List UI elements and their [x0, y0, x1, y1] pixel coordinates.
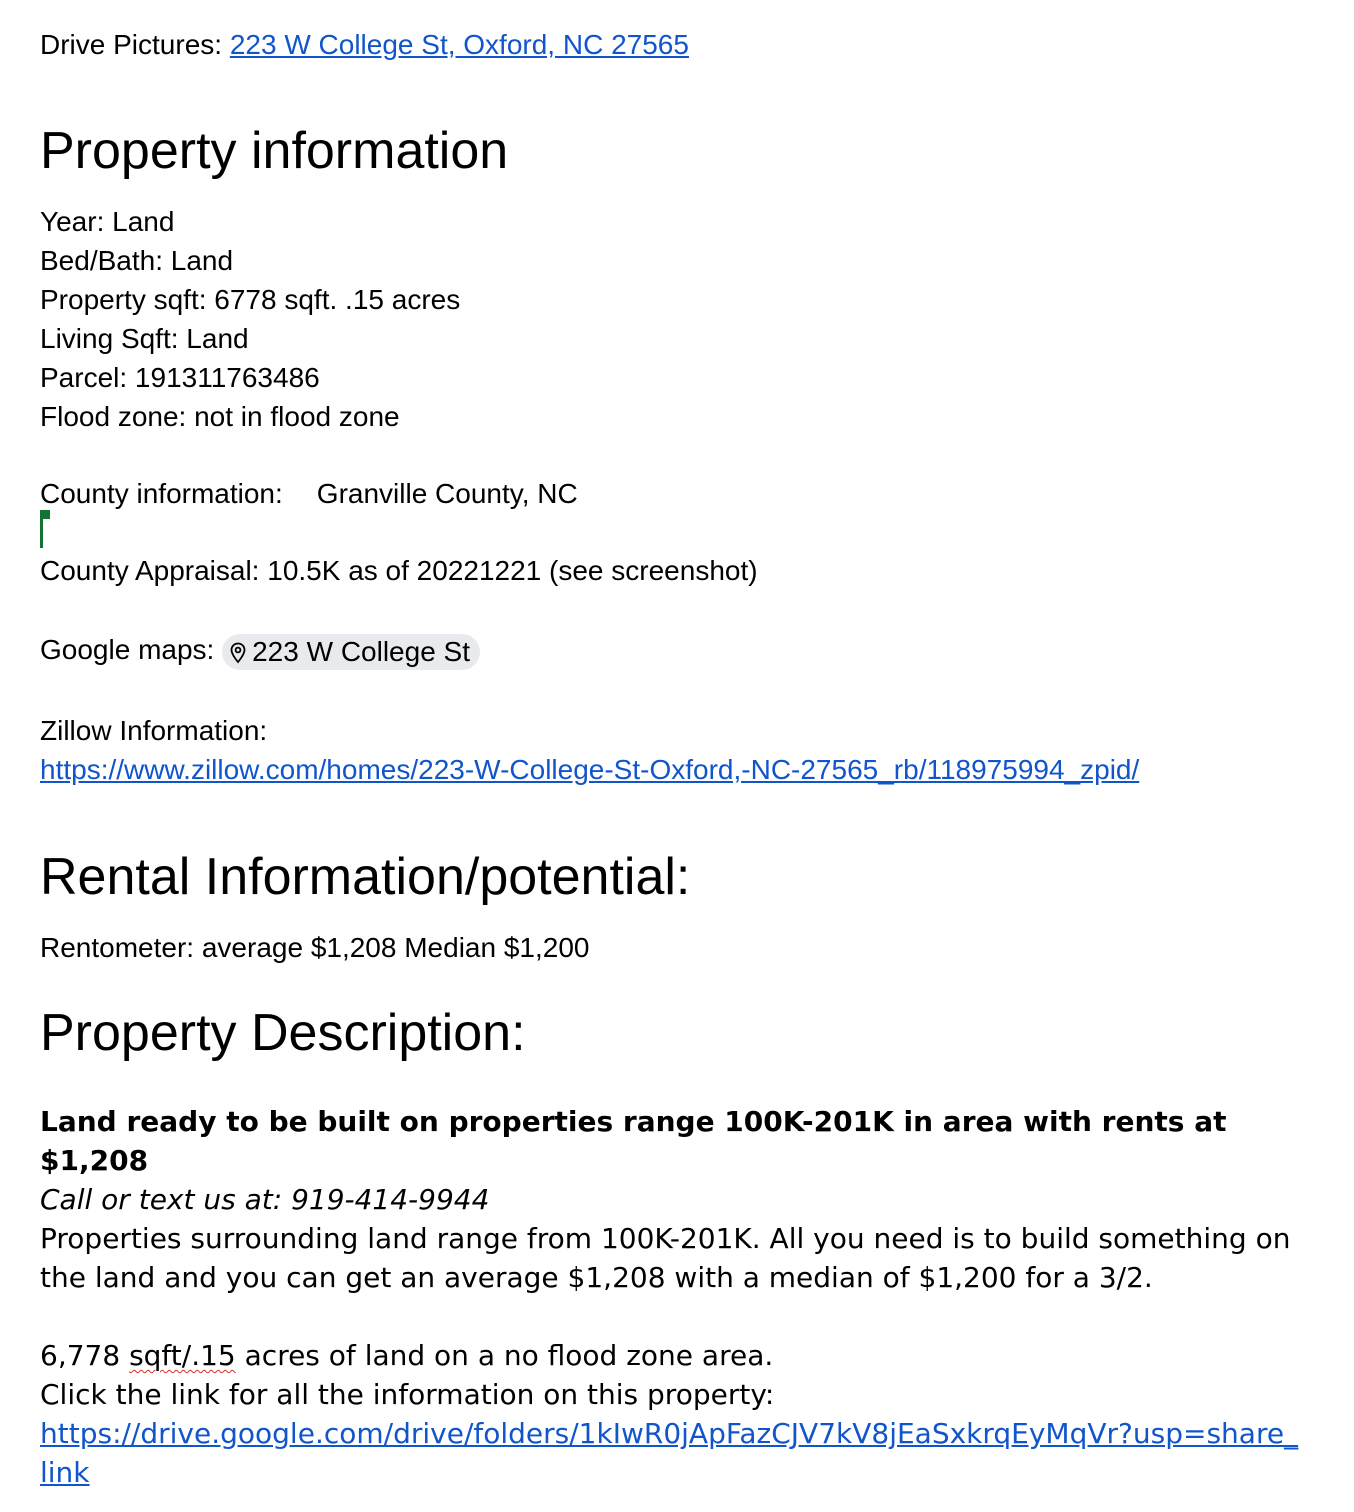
county-appraisal-line: County Appraisal: 10.5K as of 20221221 (see screenshot) — [40, 555, 758, 586]
property-sqft-line: Property sqft: 6778 sqft. .15 acres — [40, 284, 461, 315]
drive-pictures-label: Drive Pictures: — [40, 29, 230, 60]
map-pin-icon — [230, 642, 246, 664]
land-size-line: 6,778 sqft/.15 acres of land on a no flood zone area. — [40, 1339, 774, 1372]
text-cursor-icon — [40, 510, 50, 548]
google-maps-label: Google maps: — [40, 634, 223, 665]
rentometer-line: Rentometer: average $1,208 Median $1,200 — [40, 932, 590, 963]
zillow-block — [40, 711, 1139, 789]
county-value: Granville County, NC — [316, 478, 578, 509]
zillow-link[interactable]: https://www.zillow.com/homes/223-W-College-St-Oxford,-NC-27565_rb/118975994_zpid/ — [40, 754, 1140, 785]
drive-pictures-link[interactable]: 223 W College St, Oxford, NC 27565 — [229, 29, 689, 60]
zillow-label: Zillow Information: — [40, 715, 268, 746]
click-link-line: Click the link for all the information on this property: — [40, 1378, 775, 1411]
google-maps-line — [40, 630, 480, 670]
living-sqft-line: Living Sqft: Land — [40, 323, 249, 354]
place-chip-text: 223 W College St — [252, 635, 470, 667]
description-paragraph: Properties surrounding land range from 100K-201K. All you need is to build something on the land and you can get an average $1,208 with a median of $1,200 for a 3/2. — [40, 1222, 1291, 1294]
property-description-heading: Property Description: — [40, 1004, 526, 1062]
drive-pictures-line — [40, 25, 689, 64]
property-information-heading: Property information — [40, 122, 509, 180]
drive-folder-link[interactable]: https://drive.google.com/drive/folders/1kIwR0jApFazCJV7kV8jEaSxkrqEyMqVr?usp=share_link — [40, 1417, 1299, 1489]
bed-bath-line: Bed/Bath: Land — [40, 245, 234, 276]
contact-line: Call or text us at: 919-414-9944 — [40, 1183, 490, 1216]
parcel-line: Parcel: 191311763486 — [40, 362, 320, 393]
spelling-error-word[interactable]: sqft/.15 — [129, 1339, 236, 1372]
county-information-line — [40, 474, 578, 513]
description-title: Land ready to be built on properties range 100K-201K in area with rents at $1,208 — [40, 1105, 1227, 1177]
property-info-list — [40, 202, 460, 436]
flood-zone-line: Flood zone: not in flood zone — [40, 401, 400, 432]
property-description-body — [40, 1102, 1300, 1492]
place-chip[interactable] — [222, 634, 480, 670]
rental-information-heading: Rental Information/potential: — [40, 848, 691, 906]
county-label: County information: — [40, 478, 283, 509]
year-line: Year: Land — [40, 206, 175, 237]
